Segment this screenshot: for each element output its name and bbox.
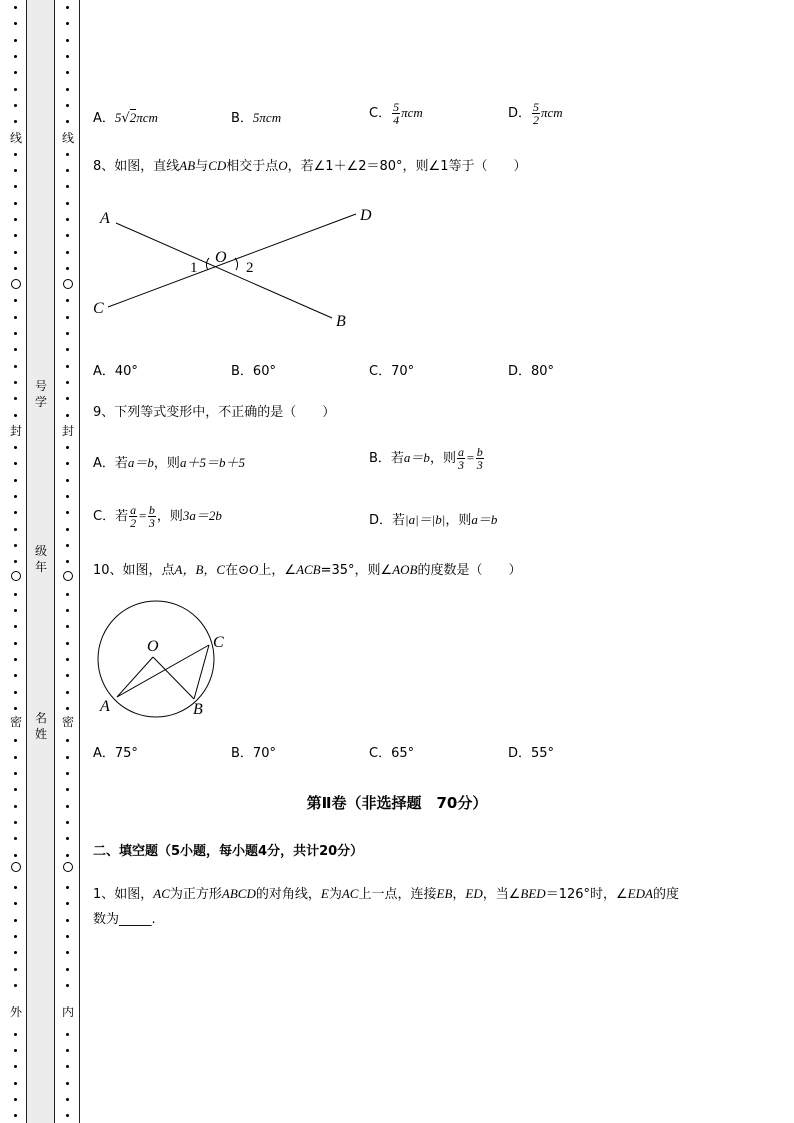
unit: πcm bbox=[136, 110, 158, 125]
fill-q1-line2: 数为_____. bbox=[93, 912, 156, 927]
mark-outer: 外 bbox=[10, 1005, 23, 1019]
mark-line: 线 bbox=[10, 131, 23, 145]
dot bbox=[66, 381, 69, 384]
q7-option-d bbox=[508, 101, 563, 126]
segment-name: ED bbox=[465, 886, 483, 901]
q8-stem bbox=[93, 158, 526, 175]
dot bbox=[14, 153, 17, 156]
numerator: a bbox=[130, 503, 137, 517]
dot bbox=[66, 593, 69, 596]
point-b-label: B bbox=[336, 313, 346, 330]
option-value: 5πcm bbox=[252, 110, 282, 125]
point-c-label: C bbox=[213, 634, 224, 651]
text: A．若 bbox=[93, 456, 128, 471]
dot bbox=[14, 1049, 17, 1052]
dot bbox=[14, 169, 17, 172]
dot bbox=[14, 674, 17, 677]
mark-inner: 内 bbox=[62, 1005, 75, 1019]
dot bbox=[14, 854, 17, 857]
dot bbox=[14, 593, 17, 596]
expr: 3a＝2b bbox=[182, 508, 222, 523]
text: 的度 bbox=[652, 887, 679, 902]
dot bbox=[66, 756, 69, 759]
q7-option-c bbox=[369, 101, 423, 126]
text: 相交于点 bbox=[226, 159, 279, 174]
dot bbox=[14, 104, 17, 107]
q9-option-d bbox=[369, 512, 497, 529]
segment-name: EB bbox=[436, 886, 453, 901]
fraction bbox=[476, 446, 484, 471]
part-title: 二、填空题（5小题，每小题4分，共计20分） bbox=[93, 844, 364, 859]
dot bbox=[66, 511, 69, 514]
sqrt-icon: √ bbox=[121, 111, 130, 126]
dot bbox=[14, 348, 17, 351]
denominator: 3 bbox=[457, 458, 464, 472]
dot bbox=[66, 984, 69, 987]
dot bbox=[66, 495, 69, 498]
dot bbox=[66, 821, 69, 824]
dot bbox=[66, 837, 69, 840]
circle-marker-icon bbox=[63, 279, 73, 289]
text: 为 bbox=[328, 887, 342, 902]
text: 8、如图，直线 bbox=[93, 159, 180, 174]
text: ，若∠1＋∠2＝80°，则∠1等于（ ） bbox=[287, 159, 527, 174]
text: 10、如图，点 bbox=[93, 563, 175, 578]
dot bbox=[66, 560, 69, 563]
dot bbox=[14, 1082, 17, 1085]
dot bbox=[14, 968, 17, 971]
dot bbox=[14, 691, 17, 694]
dot bbox=[66, 185, 69, 188]
circle-o bbox=[98, 601, 214, 717]
fraction bbox=[148, 504, 156, 529]
dot bbox=[66, 104, 69, 107]
angle-name: ACB bbox=[296, 562, 321, 577]
dot bbox=[14, 39, 17, 42]
dot bbox=[66, 316, 69, 319]
angle-name: EDA bbox=[627, 886, 653, 901]
text: 的对角线， bbox=[255, 887, 321, 902]
dot bbox=[14, 251, 17, 254]
dot bbox=[66, 446, 69, 449]
unit: πcm bbox=[401, 105, 423, 120]
text: ，当∠ bbox=[482, 887, 521, 902]
dot bbox=[14, 609, 17, 612]
dot bbox=[66, 951, 69, 954]
text: ，则 bbox=[429, 451, 456, 466]
center-o-label: O bbox=[147, 638, 159, 655]
dot bbox=[14, 495, 17, 498]
q8-option-a: A．40° bbox=[93, 364, 138, 379]
numerator: a bbox=[457, 445, 464, 459]
line-name: CD bbox=[208, 158, 227, 173]
dot bbox=[14, 479, 17, 482]
dot bbox=[14, 202, 17, 205]
dot bbox=[66, 234, 69, 237]
dot bbox=[66, 299, 69, 302]
inner-dotted-line bbox=[62, 0, 74, 1123]
dot bbox=[66, 6, 69, 9]
dot bbox=[66, 22, 69, 25]
dot bbox=[66, 251, 69, 254]
dot bbox=[14, 316, 17, 319]
point-c-label: C bbox=[93, 300, 104, 317]
circle-marker-icon bbox=[63, 862, 73, 872]
fraction bbox=[129, 504, 137, 529]
dot bbox=[14, 1033, 17, 1036]
section-title: 第Ⅱ卷（非选择题 70分） bbox=[306, 794, 488, 812]
expr: a＝b bbox=[471, 512, 498, 527]
dot bbox=[14, 1098, 17, 1101]
outer-dotted-line bbox=[10, 0, 22, 1123]
line-ab bbox=[116, 223, 332, 318]
dot bbox=[66, 739, 69, 742]
numerator: b bbox=[148, 503, 155, 517]
point-name: E bbox=[320, 886, 329, 901]
q8-option-b: B．60° bbox=[231, 364, 276, 379]
segment-name: AC bbox=[341, 886, 359, 901]
dot bbox=[14, 55, 17, 58]
dot bbox=[66, 691, 69, 694]
dot bbox=[66, 267, 69, 270]
q10-option-a: A．75° bbox=[93, 746, 138, 761]
dot bbox=[14, 1065, 17, 1068]
numerator: b bbox=[476, 445, 483, 459]
point-name: O bbox=[249, 562, 259, 577]
dot bbox=[66, 365, 69, 368]
dot bbox=[14, 365, 17, 368]
text: C．若 bbox=[93, 509, 129, 524]
binding-edge-line bbox=[79, 0, 80, 1123]
dot bbox=[14, 886, 17, 889]
circle-marker-icon bbox=[11, 571, 21, 581]
dot bbox=[66, 1082, 69, 1085]
text: ，则 bbox=[153, 456, 180, 471]
denominator: 4 bbox=[393, 113, 400, 127]
circle-marker-icon bbox=[63, 571, 73, 581]
coef: 5 bbox=[114, 110, 122, 125]
segment-ao bbox=[117, 657, 153, 697]
dot bbox=[66, 462, 69, 465]
dot bbox=[66, 528, 69, 531]
option-letter: C． bbox=[369, 106, 392, 121]
segment-ob bbox=[153, 657, 194, 699]
expr: a＝b bbox=[403, 450, 430, 465]
expr: |a|＝|b| bbox=[405, 512, 446, 527]
mark-line: 线 bbox=[62, 131, 75, 145]
dot bbox=[14, 71, 17, 74]
text: B．若 bbox=[369, 451, 404, 466]
dot bbox=[14, 528, 17, 531]
segment-ac bbox=[117, 645, 209, 697]
q9-option-b: B．若a＝b，则 $\frac{a}{3}$ = $\frac{b}{3}$ bbox=[369, 445, 483, 472]
q10-circle-figure bbox=[90, 595, 240, 725]
dot bbox=[14, 446, 17, 449]
dot bbox=[14, 185, 17, 188]
dot bbox=[66, 479, 69, 482]
dot bbox=[66, 609, 69, 612]
label-name: 名姓 bbox=[34, 711, 47, 741]
dot bbox=[14, 22, 17, 25]
text: 上，∠ bbox=[258, 563, 297, 578]
q10-option-b: B．70° bbox=[231, 746, 276, 761]
q10-stem bbox=[93, 562, 522, 579]
point-d-label: D bbox=[360, 207, 372, 224]
dot bbox=[66, 658, 69, 661]
circle-marker-icon bbox=[11, 279, 21, 289]
dot bbox=[14, 935, 17, 938]
point-a-label: A bbox=[100, 210, 110, 227]
dot bbox=[14, 6, 17, 9]
angle-1-label: 1 bbox=[190, 260, 198, 276]
dot bbox=[14, 984, 17, 987]
dot bbox=[14, 788, 17, 791]
point-o-label: O bbox=[215, 249, 227, 266]
dot bbox=[66, 902, 69, 905]
dot bbox=[66, 788, 69, 791]
point-a-label: A bbox=[100, 698, 110, 715]
dot bbox=[14, 837, 17, 840]
dot bbox=[66, 968, 69, 971]
text: =35°，则∠ bbox=[320, 563, 393, 578]
dot bbox=[14, 560, 17, 563]
dot bbox=[66, 625, 69, 628]
dot bbox=[14, 544, 17, 547]
q9-option-c: C．若 $\frac{a}{2}$ = $\frac{b}{3}$ ，则3a＝2b bbox=[93, 503, 222, 530]
dot bbox=[66, 772, 69, 775]
dot bbox=[66, 153, 69, 156]
text: 的度数是（ ） bbox=[417, 563, 522, 578]
text: ， bbox=[452, 887, 466, 902]
dot bbox=[14, 642, 17, 645]
denominator: 2 bbox=[533, 113, 540, 127]
dot bbox=[14, 919, 17, 922]
dot bbox=[66, 919, 69, 922]
option-letter: A． bbox=[93, 111, 115, 126]
q10-option-d: D．55° bbox=[508, 746, 555, 761]
dot bbox=[66, 544, 69, 547]
text: D．若 bbox=[369, 513, 406, 528]
dot bbox=[66, 202, 69, 205]
dot bbox=[14, 120, 17, 123]
dot bbox=[66, 935, 69, 938]
dot bbox=[66, 674, 69, 677]
dot bbox=[14, 756, 17, 759]
dot bbox=[14, 511, 17, 514]
dot bbox=[66, 169, 69, 172]
dot bbox=[66, 218, 69, 221]
q7-option-b bbox=[231, 110, 281, 127]
dot bbox=[14, 218, 17, 221]
dot bbox=[66, 332, 69, 335]
fill-q1-line1 bbox=[93, 886, 679, 903]
label-student-number: 号学 bbox=[34, 379, 47, 409]
text: 1、如图， bbox=[93, 887, 154, 902]
angle-2-arc bbox=[235, 258, 238, 270]
segment-name: AC bbox=[153, 886, 170, 901]
q8-option-d: D．80° bbox=[508, 364, 555, 379]
dot bbox=[14, 951, 17, 954]
text: 与 bbox=[195, 159, 209, 174]
denominator: 3 bbox=[476, 458, 483, 472]
mark-secret: 密 bbox=[10, 715, 23, 729]
q9-option-a bbox=[93, 455, 245, 472]
dot bbox=[14, 658, 17, 661]
dot bbox=[14, 381, 17, 384]
dot bbox=[14, 902, 17, 905]
q8-option-c: C．70° bbox=[369, 364, 415, 379]
dot bbox=[66, 1033, 69, 1036]
dot bbox=[14, 234, 17, 237]
dot bbox=[14, 88, 17, 91]
point-name: O bbox=[278, 158, 288, 173]
dot bbox=[66, 348, 69, 351]
line-name: AB bbox=[179, 158, 196, 173]
dot bbox=[66, 55, 69, 58]
q7-option-a bbox=[93, 110, 158, 127]
numerator: 5 bbox=[533, 100, 540, 114]
denominator: 2 bbox=[130, 516, 137, 530]
dot bbox=[14, 772, 17, 775]
circle-marker-icon bbox=[11, 862, 21, 872]
points: A，B，C bbox=[174, 562, 226, 577]
label-grade: 级年 bbox=[34, 544, 47, 574]
fraction bbox=[532, 101, 540, 126]
dot bbox=[14, 462, 17, 465]
q10-option-c: C．65° bbox=[369, 746, 415, 761]
dot bbox=[66, 39, 69, 42]
dot bbox=[14, 707, 17, 710]
shape-name: ABCD bbox=[221, 886, 256, 901]
dot bbox=[66, 854, 69, 857]
dot bbox=[14, 1114, 17, 1117]
mark-seal: 封 bbox=[62, 424, 75, 438]
dot bbox=[66, 1049, 69, 1052]
dot bbox=[14, 414, 17, 417]
radicand: 2 bbox=[129, 110, 137, 125]
dot bbox=[14, 299, 17, 302]
mark-secret: 密 bbox=[62, 715, 75, 729]
numerator: 5 bbox=[393, 100, 400, 114]
text: 为正方形 bbox=[169, 887, 222, 902]
option-letter: D． bbox=[508, 106, 532, 121]
dot bbox=[14, 332, 17, 335]
dot bbox=[66, 1098, 69, 1101]
q8-intersecting-lines-figure bbox=[88, 196, 388, 336]
expr: a＝b bbox=[127, 455, 154, 470]
dot bbox=[14, 625, 17, 628]
dot bbox=[66, 88, 69, 91]
unit: πcm bbox=[541, 105, 563, 120]
dot bbox=[66, 642, 69, 645]
dot bbox=[14, 267, 17, 270]
dot bbox=[66, 886, 69, 889]
text: 在⊙ bbox=[225, 563, 250, 578]
text: ，则 bbox=[445, 513, 472, 528]
denominator: 3 bbox=[148, 516, 155, 530]
line-cd bbox=[108, 214, 356, 307]
dot bbox=[66, 120, 69, 123]
text: ，则 bbox=[156, 509, 183, 524]
angle-2-label: 2 bbox=[246, 260, 254, 276]
dot bbox=[66, 414, 69, 417]
fraction bbox=[392, 101, 400, 126]
point-b-label: B bbox=[193, 701, 203, 718]
angle-name: BED bbox=[520, 886, 546, 901]
dot bbox=[66, 71, 69, 74]
segment-bc bbox=[194, 645, 209, 699]
text: ＝126°时，∠ bbox=[545, 887, 628, 902]
mark-seal: 封 bbox=[10, 424, 23, 438]
expr: a＋5＝b＋5 bbox=[179, 455, 245, 470]
text: 上一点，连接 bbox=[358, 887, 437, 902]
dot bbox=[66, 707, 69, 710]
option-letter: B． bbox=[231, 111, 253, 126]
dot bbox=[14, 397, 17, 400]
fraction bbox=[457, 446, 465, 471]
dot bbox=[14, 821, 17, 824]
dot bbox=[66, 397, 69, 400]
dot bbox=[66, 1114, 69, 1117]
dot bbox=[14, 739, 17, 742]
q9-stem: 9、下列等式变形中，不正确的是（ ） bbox=[93, 405, 336, 420]
dot bbox=[66, 1065, 69, 1068]
angle-name: AOB bbox=[392, 562, 418, 577]
